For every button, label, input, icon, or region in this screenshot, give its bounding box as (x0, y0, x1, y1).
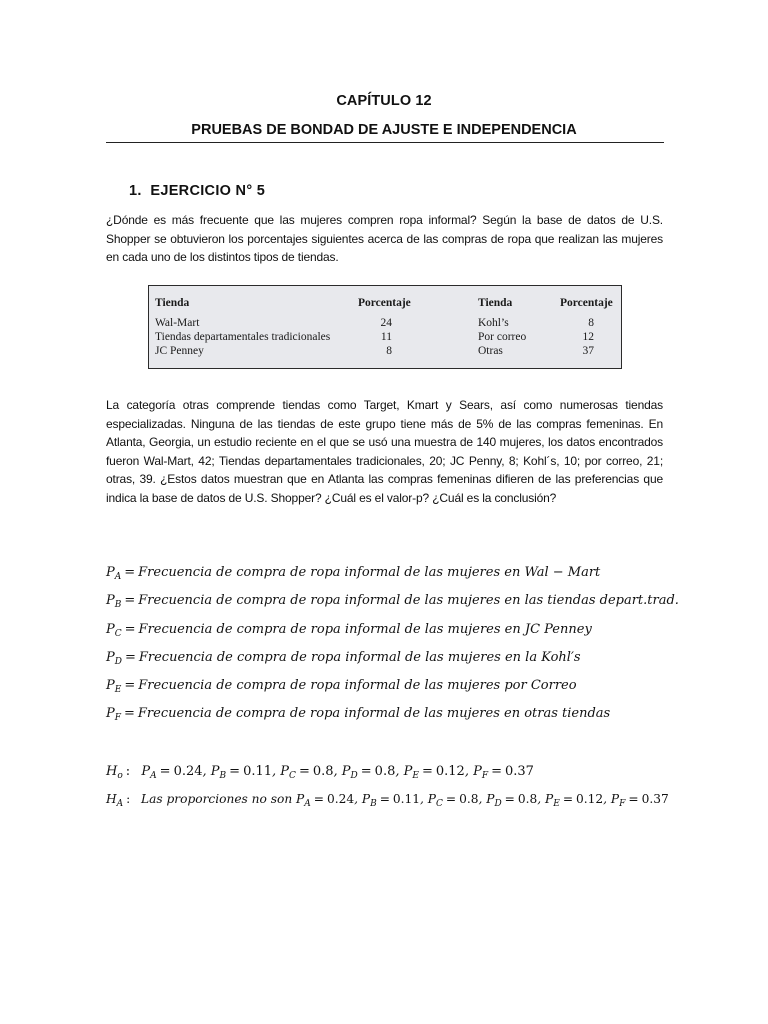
definition-line: $P_C$ = Frecuencia de compra de ropa informal de las mujeres en JC Penney (106, 622, 592, 639)
table-cell-store: Otras (478, 345, 503, 357)
table-header-porcentaje-left: Porcentaje (358, 297, 411, 309)
table-header-tienda-right: Tienda (478, 297, 513, 309)
section-heading (129, 183, 265, 199)
table-cell-store: Tiendas departamentales tradicionales (155, 331, 331, 343)
table-cell-store: Kohl’s (478, 317, 509, 329)
alternative-hypothesis: $H_A$ : Las proporciones no son $P_A = 0.24$, $P_B = 0.11$, $P_C = 0.8$, $P_D = 0.8$, $P_E = 0.12$, $P_F = 0.37$ (106, 792, 669, 809)
table-cell-store: Wal-Mart (155, 317, 200, 329)
null-hypothesis: $H_o$ : $P_A = 0.24$, $P_B = 0.11$, $P_C = 0.8$, $P_D = 0.8$, $P_E = 0.12$, $P_F = 0.37$ (106, 764, 534, 781)
chapter-heading: CAPÍTULO 12 (336, 93, 432, 109)
problem-paragraph: La categoría otras comprende tiendas como Target, Kmart y Sears, así como numerosas tiendas especializadas. Ninguna de las tiendas de este grupo tiene más de 5% de las compras femeninas. En Atlanta, Georgia, un estudio reciente en el que se usó una muestra de 140 mujeres, los datos encontrados fueron Wal-Mart, 42; Tiendas departamentales tradicionales, 20; JC Penny, 8; Kohl´s, 10; por correo, 21; otras, 39. ¿Estos datos muestran que en Atlanta las compras femeninas difieren de las preferencias que indica la base de datos de U.S. Shopper? ¿Cuál es el valor-p? ¿Cuál es la conclusión? (106, 398, 663, 505)
table-cell-percent: 24 (380, 317, 392, 329)
title-divider (106, 142, 664, 143)
definition-line: $P_D$ = Frecuencia de compra de ropa informal de las mujeres en la Kohl′s (106, 650, 581, 667)
table-header-porcentaje-right: Porcentaje (560, 297, 613, 309)
intro-paragraph: ¿Dónde es más frecuente que las mujeres compren ropa informal? Según la base de datos de U.S. Shopper se obtuvieron los porcentajes siguientes acerca de las compras de ropa que realizan las mujeres en cada uno de los distintos tipos de tiendas. (106, 213, 663, 265)
table-cell-percent: 37 (582, 345, 594, 357)
definition-line: $P_A$ = Frecuencia de compra de ropa informal de las mujeres en Wal − Mart (106, 565, 601, 582)
table-header-tienda-left: Tienda (155, 297, 190, 309)
table-cell-percent: 8 (588, 317, 594, 329)
store-percentage-table (148, 285, 622, 369)
table-cell-percent: 12 (582, 331, 594, 343)
section-number: 1. (129, 183, 142, 199)
table-cell-percent: 11 (380, 331, 392, 343)
definition-line: $P_B$ = Frecuencia de compra de ropa informal de las mujeres en las tiendas depart.trad. (106, 593, 679, 610)
table-cell-store: JC Penney (155, 345, 204, 357)
chapter-title: PRUEBAS DE BONDAD DE AJUSTE E INDEPENDENCIA (191, 122, 577, 138)
table-cell-percent: 8 (386, 345, 392, 357)
definition-line: $P_E$ = Frecuencia de compra de ropa informal de las mujeres por Correo (106, 678, 577, 695)
section-title: EJERCICIO N° 5 (150, 183, 266, 199)
definition-line: $P_F$ = Frecuencia de compra de ropa informal de las mujeres en otras tiendas (106, 706, 611, 723)
table-cell-store: Por correo (478, 331, 527, 343)
